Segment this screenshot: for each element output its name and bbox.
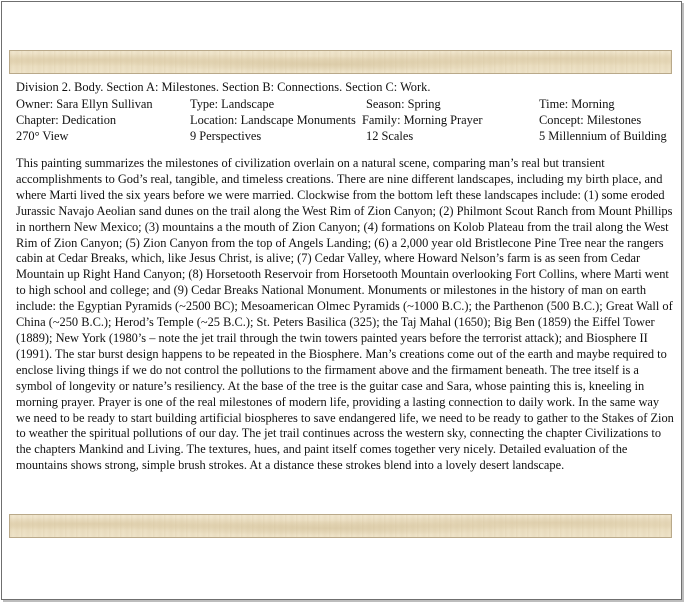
parchment-banner-bottom <box>9 514 672 538</box>
perspectives-field: 9 Perspectives <box>190 129 262 143</box>
chapter-field: Chapter: Dedication <box>16 113 117 127</box>
view-field: 270° View <box>16 129 69 143</box>
division-line: Division 2. Body. Section A: Milestones. Section B: Connections. Section C: Work. <box>16 80 431 94</box>
family-field: Family: Morning Prayer <box>362 113 483 127</box>
meta-row-view <box>16 128 676 144</box>
concept-field: Concept: Milestones <box>539 113 642 127</box>
time-field: Time: Morning <box>539 97 615 111</box>
location-field: Location: Landscape Monuments <box>190 113 356 127</box>
season-field: Season: Spring <box>366 97 441 111</box>
type-field: Type: Landscape <box>190 97 275 111</box>
meta-row-owner <box>16 96 676 112</box>
description-paragraph: This painting summarizes the milestones of civilization overlain on a natural scene, comparing man’s real but transient accomplishments to God’s real, tangible, and timeless creations. There are nine different landscapes, including my birth place, and where Marti lived the six years before we were married. Clockwise from the bottom left these landscapes include: (1) some eroded Jurassic Navajo Aeolian sand dunes on the trail along the West Rim of Zion Canyon; (2) Philmont Scout Ranch from Mount Phillips in northern New Mexico; (3) mountains a the mouth of Zion Canyon; (4) formations on Kolob Plateau from the trail along the West Rim of Zion Canyon; (5) Zion Canyon from the top of Angels Landing; (6) a 2,000 year old Bristlecone Pine Tree near the rangers cabin at Cedar Breaks, which, like Jesus Christ, is alive; (7) Cedar Valley, where Howard Nelson’s farm is as seen from Cedar Mountain up Right Hand Canyon; (8) Horsetooth Reservoir from Horsetooth Mountain overlooking Fort Collins, where Marti went to high school and college; and (9) Cedar Breaks National Monument. Monuments or milestones in the history of man on earth include: the Egyptian Pyramids (~2500 BC); Mesoamerican Olmec Pyramids (~1000 B.C.); the Parthenon (500 B.C.); Great Wall of China (~250 B.C.); Herod’s Temple (~25 B.C.); St. Peters Basilica (325); the Taj Mahal (1650); Big Ben (1859) the Eiffel Tower (1889); New York (1980’s – note the jet trail through the twin towers painted years before the terrorist attack); and Biosphere II (1991). The star burst design happens to be repeated in the Biosphere. Man’s creations come out of the earth and maybe required to enclose living things if we do not control the pollutions to the firmament above and the firmament beneath. The tree itself is a symbol of longevity or nature’s resiliency. At the base of the tree is the guitar case and Sara, whose painting this is, kneeling in morning prayer. Prayer is one of the real milestones of modern life, providing a lasting connection to daily work. In the same way we need to be ready to start building artificial biospheres to save endangered life, we need to be ready to gather to the Stakes of Zion to weather the spiritual pollutions of our day. The jet trail continues across the western sky, connecting the chapter Civilizations to the chapters Mankind and Living. The textures, hues, and paint itself comes together very nicely. Detailed evaluation of the mountains shows strong, simple brush strokes. At a distance these strokes blend into a lovely desert landscape. <box>16 156 674 473</box>
parchment-banner-top <box>9 50 672 74</box>
owner-field: Owner: Sara Ellyn Sullivan <box>16 97 153 111</box>
painting-description-card <box>16 79 676 474</box>
millennium-field: 5 Millennium of Building <box>539 129 667 143</box>
scales-field: 12 Scales <box>366 129 414 143</box>
meta-row-chapter <box>16 112 676 128</box>
